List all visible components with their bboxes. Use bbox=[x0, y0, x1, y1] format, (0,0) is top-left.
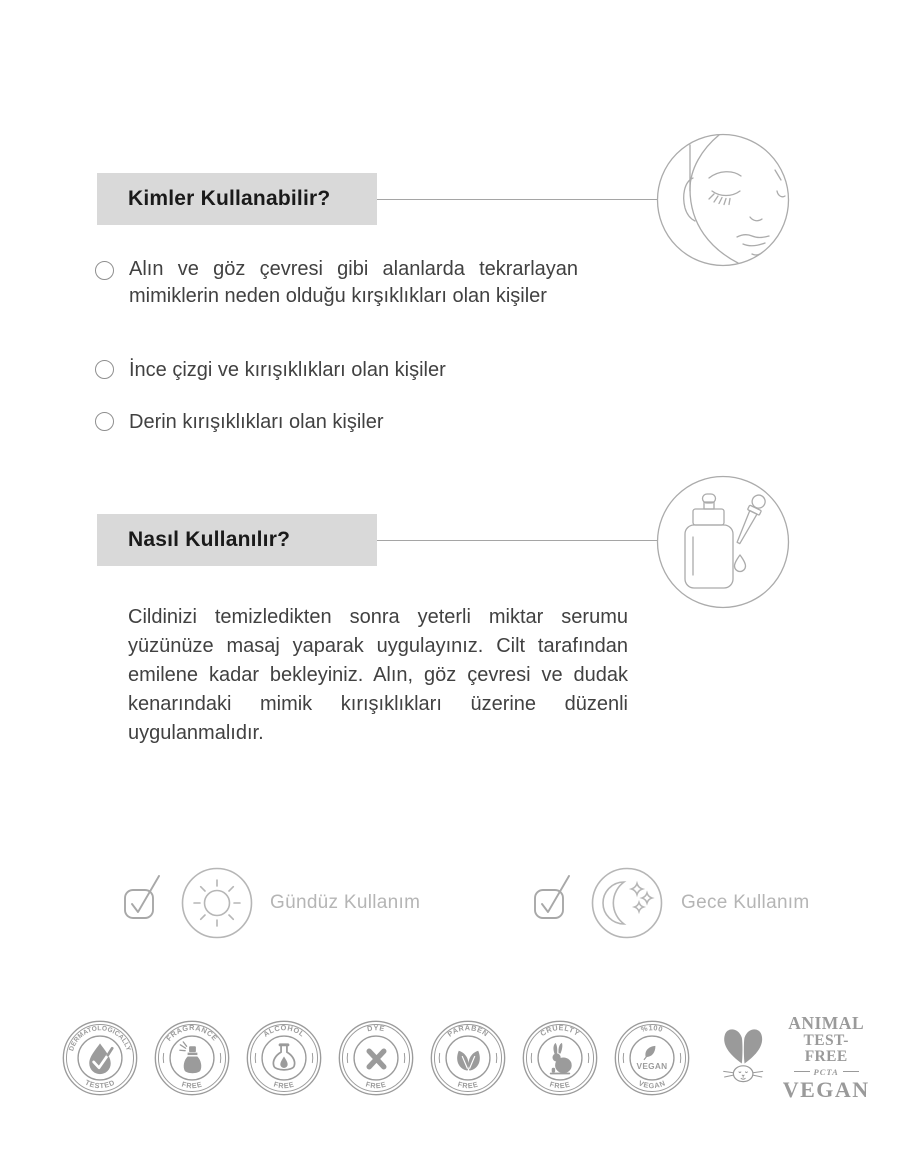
svg-text:%100: %100 bbox=[639, 1023, 665, 1035]
moon-stars-icon bbox=[591, 867, 663, 939]
svg-text:FRAGRANCE: FRAGRANCE bbox=[164, 1023, 220, 1043]
svg-text:FREE: FREE bbox=[548, 1079, 572, 1091]
woman-face-icon bbox=[656, 133, 790, 267]
leaf-icon bbox=[644, 1046, 655, 1060]
badge-cruelty-free bbox=[521, 1019, 599, 1097]
svg-text:FREE: FREE bbox=[456, 1079, 480, 1091]
svg-text:FREE: FREE bbox=[180, 1079, 204, 1091]
usage-paragraph: Cildinizi temizledikten sonra yeterli miktar serumu yüzünüze masaj yaparak uygulayınız. Cilt tarafından emilene kadar bekleyiniz. Alın, göz çevresi ve dudak kenarındaki mimik kırışıklıkları üzerine düzenli uygulanmalıdır. bbox=[128, 606, 628, 744]
how-section-title: Nasıl Kullanılır? bbox=[128, 528, 291, 551]
badge-dermatologically-tested bbox=[61, 1019, 139, 1097]
svg-text:FREE: FREE bbox=[364, 1079, 388, 1091]
bullet-marker bbox=[95, 261, 114, 280]
animal-test-free-logo bbox=[706, 1012, 870, 1102]
badge-fragrance-free bbox=[153, 1019, 231, 1097]
badge-dye-free bbox=[337, 1019, 415, 1097]
dash-left bbox=[794, 1071, 810, 1072]
badge-100-vegan bbox=[613, 1019, 691, 1097]
bullet-marker bbox=[95, 360, 114, 379]
sun-icon bbox=[181, 867, 253, 939]
peta-pcta-text: PCTA bbox=[813, 1066, 839, 1077]
day-checkbox-icon bbox=[122, 870, 164, 922]
peta-testfree-text: TEST-FREE bbox=[803, 1031, 849, 1065]
how-connector-line bbox=[377, 540, 657, 541]
svg-text:VEGAN: VEGAN bbox=[636, 1062, 668, 1072]
bullet-item: Alın ve göz çevresi gibi alanlarda tekrarlayan mimiklerin neden olduğu kırşıklıkları olan kişiler bbox=[129, 258, 578, 307]
night-checkbox-icon bbox=[532, 870, 574, 922]
svg-text:VEGAN: VEGAN bbox=[637, 1078, 667, 1091]
who-section-header bbox=[97, 173, 377, 225]
perfume-bottle-icon bbox=[180, 1042, 201, 1073]
dash-right bbox=[843, 1071, 859, 1072]
water-drop-check-icon bbox=[89, 1043, 112, 1074]
svg-text:FREE: FREE bbox=[272, 1079, 296, 1091]
rabbit-icon bbox=[550, 1043, 572, 1074]
bullet-item: İnce çizgi ve kırışıklıkları olan kişiler bbox=[129, 359, 446, 381]
who-section-title: Kimler Kullanabilir? bbox=[128, 187, 331, 210]
x-mark-icon bbox=[369, 1051, 384, 1067]
badge-alcohol-free bbox=[245, 1019, 323, 1097]
svg-text:TESTED: TESTED bbox=[83, 1077, 117, 1091]
day-usage-label: Gündüz Kullanım bbox=[270, 892, 421, 913]
night-usage-label: Gece Kullanım bbox=[681, 892, 810, 913]
peta-animal-text: ANIMAL bbox=[788, 1012, 865, 1033]
badge-paraben-free bbox=[429, 1019, 507, 1097]
svg-text:PARABEN: PARABEN bbox=[445, 1023, 491, 1039]
flask-icon bbox=[273, 1043, 294, 1069]
bullet-marker bbox=[95, 412, 114, 431]
serum-dropper-bottle-icon bbox=[656, 475, 790, 609]
svg-text:DERMATOLOGICALLY: DERMATOLOGICALLY bbox=[68, 1025, 132, 1053]
svg-text:ALCOHOL: ALCOHOL bbox=[261, 1023, 307, 1039]
who-connector-line bbox=[377, 199, 657, 200]
peta-pcta-row bbox=[782, 1067, 870, 1077]
bunny-heart-icon bbox=[706, 1018, 780, 1096]
bullet-item: Derin kırışıklıkları olan kişiler bbox=[129, 411, 384, 433]
leaves-icon bbox=[457, 1051, 480, 1071]
svg-text:DYE: DYE bbox=[366, 1023, 386, 1034]
peta-vegan-text: VEGAN bbox=[782, 1076, 870, 1102]
how-section-header bbox=[97, 514, 377, 566]
svg-text:CRUELTY: CRUELTY bbox=[538, 1023, 582, 1039]
